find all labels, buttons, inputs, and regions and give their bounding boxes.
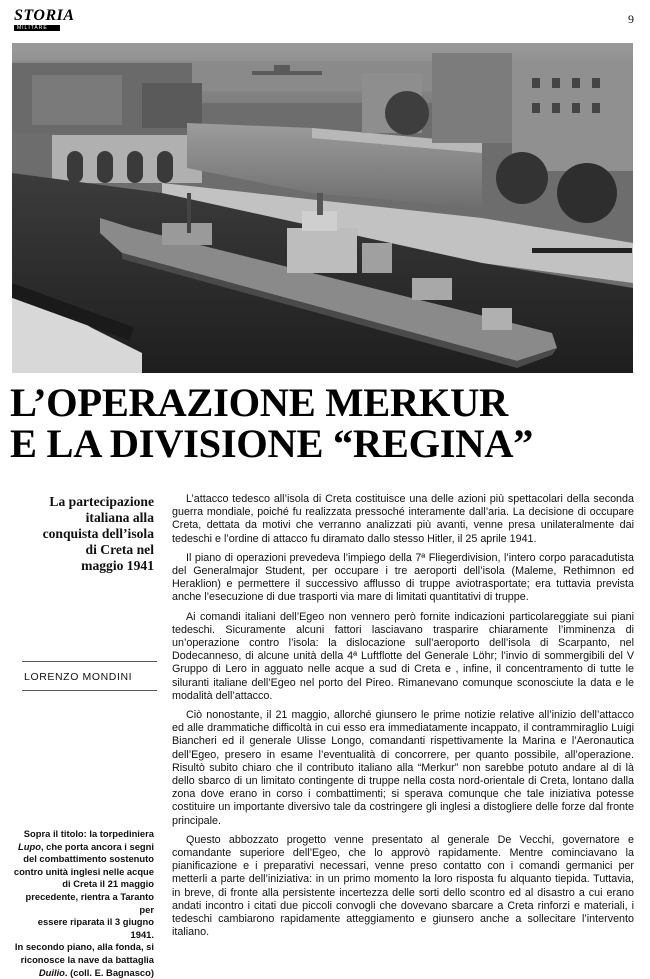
- body-paragraph: L’attacco tedesco all’isola di Creta costituisce una delle azioni più spettacolari della seconda guerra mondiale, poiché fu realizzata pressoché interamente dall’aria. La decisione di occupare Creta, dettata da motivi che verranno analizzati più avanti, venne presa unilateralmente dai tedeschi e l’ordine di attacco fu diramato dallo stesso Hitler, il 25 aprile 1941.: [172, 493, 634, 545]
- caption-line: del combattimento sostenuto: [23, 853, 154, 865]
- magazine-subtitle: MILITARE: [14, 25, 60, 31]
- page-number: 9: [628, 12, 634, 26]
- subtitle-line: di Creta nel: [85, 542, 154, 557]
- magazine-name: STORIA: [14, 7, 75, 24]
- body-paragraph: Ai comandi italiani dell’Egeo non vennero però fornite indicazioni particolareggiate sui piani tedeschi. Sicuramente alcuni fattori lasciavano trasparire chiaramente l’imminenza di un’operazione contro l’isola: la dislocazione sull’aeroporto dell’isola di Scarpanto, nel Dodecanneso, di alcune unità della 4ª Luftflotte del Generale Löhr; l’invio di sommergibili del V Gruppo di Lero in agguato nelle acque a sud di Creta e , infine, il concentramento di tutte le siluranti italiane dell’Egeo nel porto del Pireo. Rimanevano comunque sconosciute la data e le modalità dell’attacco.: [172, 610, 634, 702]
- author-name: LORENZO MONDINI: [24, 671, 133, 683]
- page-header: [14, 8, 636, 38]
- subtitle-line: maggio 1941: [81, 558, 154, 573]
- caption-line: contro unità inglesi nelle acque: [13, 865, 154, 877]
- subtitle-line: italiana alla: [85, 510, 154, 525]
- article-body: [172, 493, 634, 940]
- author-divider-bottom: [22, 690, 157, 691]
- harbor-photo-graphic: [12, 43, 633, 373]
- subtitle-line: La partecipazione: [49, 494, 154, 509]
- harbor-photo: [12, 43, 633, 373]
- caption-line: Lupo, che porta ancora i segni: [18, 840, 154, 852]
- subtitle-line: conquista dell’isola: [42, 526, 154, 541]
- headline-line-1: L’OPERAZIONE MERKUR: [10, 380, 508, 425]
- magazine-logo: [14, 8, 75, 31]
- caption-line: Sopra il titolo: la torpediniera: [23, 828, 154, 839]
- caption-line: precedente, rientra a Taranto per: [25, 890, 154, 915]
- caption-line: essere riparata il 3 giugno 1941.: [37, 916, 154, 940]
- article-subtitle: [12, 494, 154, 574]
- body-paragraph: Ciò nonostante, il 21 maggio, allorché giunsero le prime notizie relative all’inizio dell’attacco ed alle drammatiche difficoltà in cui esso era immediatamente incappato, il contrammiraglio Luigi Biancheri ed il generale Ulisse Longo, comandanti rispettivamente la Marina e l’Aeronautica dell’Egeo, presero in esame l’eventualità di concorrere, per quanto possibile, all’operazione. Risultò subito chiaro che il contributo italiano alla “Merkur” non sarebbe potuto andare al di là dello sbarco di un limitato contingente di truppe nella costa nord-orientale di Creta, lontano dalla zona dove erano in corso i combattimenti; si sperava comunque che tale iniziativa potesse costituire un importante diversivo tale da costringere gli inglesi a distogliere delle forze dal fronte principale.: [172, 709, 634, 827]
- body-paragraph: Il piano di operazioni prevedeva l’impiego della 7ª Fliegerdivision, l’intero corpo paracadutista del Generalmajor Student, per occupare i tre aeroporti dell’isola (Maleme, Rethimnon ed Heraklion) e permettere il successivo afflusso di truppe aviotrasportate; era tuttavia prevista anche l’esecuzione di due trasporti via mare di limitati quantitativi di truppe.: [172, 551, 634, 604]
- headline-line-2: E LA DIVISIONE “REGINA”: [10, 421, 534, 466]
- caption-line: di Creta il 21 maggio: [62, 878, 154, 890]
- photo-caption: [12, 828, 154, 979]
- article-headline: [10, 382, 640, 464]
- caption-line: riconosce la nave da battaglia: [20, 953, 154, 965]
- author-divider-top: [22, 661, 157, 662]
- body-paragraph: Questo abbozzato progetto venne presentato al generale De Vecchi, governatore e comandante superiore dell’Egeo, che lo approvò rapidamente. Mentre cominciavano la pianificazione e i preparativi necessari, venne preso contatto con i comandi germanici per metterli a parte dell’iniziativa: in un primo momento la loro risposta fu alquanto tiepida. Tuttavia, in breve, di fronte alla persistente incertezza delle sorti dello scontro ed al disastro a cui erano andati incontro i citati due piccoli convogli che dovevano sbarcare a Creta rinforzi e materiali, i tedeschi cambiarono rapidamente atteggiamento e giunsero anche a sollecitare l’intervento italiano.: [172, 833, 634, 939]
- caption-line: In secondo piano, alla fonda, si: [14, 941, 154, 953]
- caption-line: Duilio. (coll. E. Bagnasco): [38, 966, 154, 978]
